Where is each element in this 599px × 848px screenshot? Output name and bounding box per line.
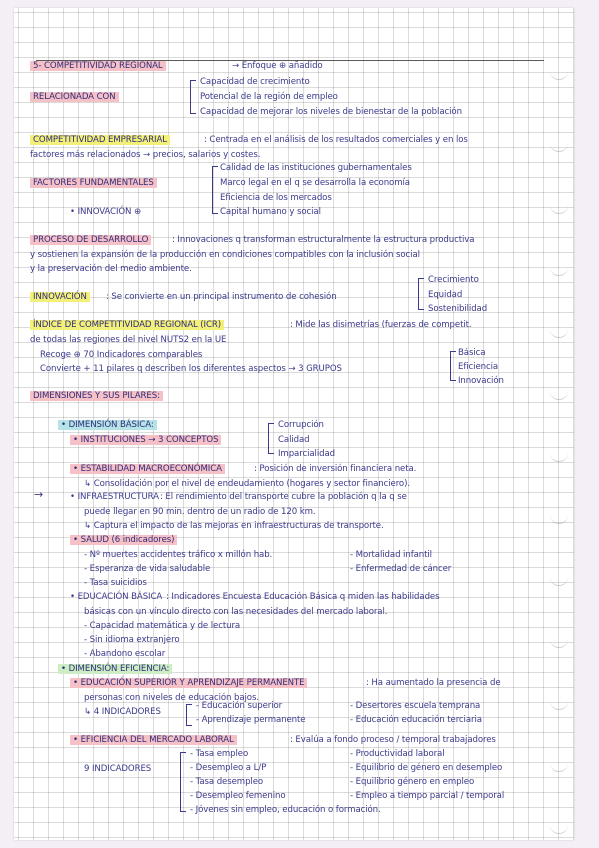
note-text: - Capacidad matemática y de lectura — [84, 621, 241, 631]
note-line-l04 — [200, 77, 310, 88]
note-line-l56 — [84, 635, 180, 646]
brace-b4 — [450, 351, 451, 381]
note-line-l50 — [350, 564, 451, 575]
note-text: Recoge ⊕ 70 Indicadores comparables — [40, 350, 203, 360]
note-line-l14 — [220, 207, 321, 218]
note-text: Imparcialidad — [278, 449, 336, 459]
note-text: • ESTABILIDAD MACROECONÓMICA — [70, 464, 225, 474]
note-line-l58 — [58, 664, 172, 675]
note-text: - Tasa suicidios — [84, 578, 147, 588]
note-line-l57 — [84, 649, 165, 660]
note-text: Capacidad de crecimiento — [200, 77, 310, 87]
binder-holes — [538, 68, 568, 828]
note-text: Equidad — [428, 290, 463, 300]
note-line-l20 — [30, 292, 90, 303]
note-text: ↳ Captura el impacto de las mejoras en infraestructuras de transporte. — [84, 521, 384, 531]
note-text: Marco legal en el q se desarrolla la economía — [220, 178, 410, 188]
note-line-l74 — [190, 805, 381, 816]
note-text: Convierte + 11 pilares q describen los diferentes aspectos → 3 GRUPOS — [40, 364, 342, 374]
note-text: • DIMENSIÓN EFICIENCIA: — [58, 664, 172, 674]
note-text: : Ha aumentado la presencia de — [366, 678, 501, 688]
note-line-l53 — [166, 592, 440, 603]
note-line-l05 — [200, 92, 338, 103]
note-line-l77 — [350, 777, 474, 788]
note-text: ↳ 4 INDICADORES — [84, 707, 161, 717]
note-text: puede llegar en 90 min. dentro de un radio de 120 km. — [84, 507, 316, 517]
note-text: • EDUCACIÓN SUPERIOR Y APRENDIZAJE PERMANENTE — [70, 678, 307, 688]
note-text: COMPETITIVIDAD EMPRESARIAL — [30, 135, 170, 145]
note-text: - Equilibrio de género en desempleo — [350, 763, 503, 773]
note-text: - Desertores escuela temprana — [350, 701, 481, 711]
note-line-l28 — [40, 350, 202, 361]
margin-arrow-icon: → — [34, 488, 44, 501]
note-line-l73 — [190, 791, 286, 802]
note-text: 9 INDICADORES — [84, 764, 152, 774]
note-line-l30 — [458, 348, 485, 359]
note-text: • EFICIENCIA DEL MERCADO LABORAL — [70, 735, 237, 745]
note-line-l12 — [220, 178, 410, 189]
note-line-l35 — [70, 435, 221, 446]
note-text: - Equilibrio género en empleo — [350, 777, 475, 787]
note-line-l15 — [70, 207, 141, 218]
note-line-l32 — [458, 376, 504, 387]
note-text: • SALUD (6 indicadores) — [70, 535, 177, 545]
note-text: • DIMENSIÓN BÁSICA: — [58, 420, 157, 430]
note-text: personas con niveles de educación bajos. — [84, 693, 259, 703]
note-text: Calidad — [278, 435, 310, 445]
note-line-l69 — [84, 764, 151, 775]
note-text: DIMENSIONES Y SUS PILARES: — [30, 391, 163, 401]
note-line-l22 — [428, 275, 479, 286]
note-text: Calidad de las instituciones gubernamentales — [220, 163, 412, 173]
note-line-l38 — [278, 449, 335, 460]
note-line-l68 — [290, 735, 496, 746]
note-text: : Posición de inversión financiera neta. — [254, 464, 417, 474]
note-text: - Desempleo femenino — [190, 791, 286, 801]
note-line-l71 — [190, 763, 266, 774]
note-line-l76 — [350, 763, 502, 774]
note-line-l23 — [428, 290, 462, 301]
note-text: y sostienen la expansión de la producción en condiciones compatibles con la inclusión social — [30, 250, 420, 260]
note-line-l18 — [30, 250, 420, 261]
note-text: INNOVACIÓN — [30, 292, 90, 302]
note-line-l70 — [190, 749, 248, 760]
note-text: Básica — [458, 348, 486, 358]
note-line-l33 — [30, 391, 163, 402]
note-text: Innovación — [458, 376, 504, 386]
note-line-l17 — [172, 235, 474, 246]
note-line-l36 — [278, 420, 324, 431]
note-text: - Educación superior — [196, 701, 283, 711]
note-line-l27 — [30, 335, 226, 346]
note-line-l51 — [84, 578, 147, 589]
note-text: - Abandono escolar — [84, 649, 166, 659]
note-line-l62 — [84, 707, 161, 718]
note-text: • INFRAESTRUCTURA — [70, 492, 159, 502]
note-line-l02 — [232, 61, 323, 72]
note-text: : Mide las disimetrías (fuerzas de competit. — [290, 320, 472, 330]
note-text: - Sin idioma extranjero — [84, 635, 180, 645]
notebook-sheet — [14, 8, 574, 840]
note-line-l59 — [70, 678, 307, 689]
note-text: Capital humano y social — [220, 207, 321, 217]
note-line-l41 — [84, 479, 410, 490]
note-text: - Educación educación terciaria — [350, 715, 482, 725]
brace-b1 — [190, 80, 191, 114]
note-line-l08 — [204, 135, 468, 146]
note-line-l16 — [30, 235, 151, 246]
note-line-l65 — [350, 701, 480, 712]
note-text: - Esperanza de vida saludable — [84, 564, 211, 574]
note-line-l11 — [220, 163, 412, 174]
note-line-l37 — [278, 435, 310, 446]
note-text: - Mortalidad infantil — [350, 550, 432, 560]
brace-b3 — [418, 278, 419, 310]
note-line-l34 — [58, 420, 157, 431]
note-text: - Productividad laboral — [350, 749, 445, 759]
note-text: - Desempleo a L/P — [190, 763, 267, 773]
note-line-l63 — [196, 701, 282, 712]
note-line-l72 — [190, 777, 263, 788]
note-text: PROCESO DE DESARROLLO — [30, 235, 151, 245]
note-line-l13 — [220, 193, 332, 204]
note-line-l67 — [70, 735, 237, 746]
note-line-l09 — [30, 150, 260, 161]
note-text: : Se convierte en un principal instrumento de cohesión — [106, 292, 337, 302]
brace-b6 — [186, 704, 187, 726]
note-line-l47 — [84, 550, 272, 561]
note-line-l60 — [366, 678, 501, 689]
note-line-l25 — [30, 320, 224, 331]
note-text: y la preservación del medio ambiente. — [30, 264, 192, 274]
note-text: 5- COMPETITIVIDAD REGIONAL — [30, 61, 166, 71]
note-line-l64 — [196, 715, 305, 726]
note-line-l54 — [84, 607, 387, 618]
note-text: - Tasa desempleo — [190, 777, 264, 787]
note-line-l10 — [30, 178, 157, 189]
note-text: básicas con un vínculo directo con las necesidades del mercado laboral. — [84, 607, 388, 617]
note-text: → Enfoque ⊕ añadido — [232, 61, 323, 71]
note-line-l78 — [350, 791, 504, 802]
note-line-l43 — [160, 492, 407, 503]
note-line-l06 — [200, 107, 462, 118]
note-line-l31 — [458, 362, 498, 373]
note-text: Potencial de la región de empleo — [200, 92, 338, 102]
note-line-l19 — [30, 264, 192, 275]
note-text: FACTORES FUNDAMENTALES — [30, 178, 157, 188]
note-text: Capacidad de mejorar los niveles de bienestar de la población — [200, 107, 462, 117]
note-text: Eficiencia de los mercados — [220, 193, 332, 203]
brace-b2 — [212, 166, 213, 214]
note-line-l03 — [30, 92, 119, 103]
note-line-l44 — [84, 507, 316, 518]
note-line-l52 — [70, 592, 162, 603]
note-line-l46 — [70, 535, 177, 546]
note-text: : El rendimiento del transporte cubre la población q la q se — [160, 492, 407, 502]
note-line-l07 — [30, 135, 170, 146]
note-line-l29 — [40, 364, 342, 375]
note-line-l42 — [70, 492, 159, 503]
note-text: - Tasa empleo — [190, 749, 249, 759]
note-text: : Evalúa a fondo proceso / temporal trabajadores — [290, 735, 496, 745]
note-text: Crecimiento — [428, 275, 479, 285]
note-text: ÍNDICE DE COMPETITIVIDAD REGIONAL (ICR) — [30, 320, 224, 330]
note-text: RELACIONADA CON — [30, 92, 119, 102]
note-line-l48 — [350, 550, 432, 561]
note-text: - Enfermedad de cáncer — [350, 564, 452, 574]
note-text: de todas las regiones del nivel NUTS2 en la UE — [30, 335, 227, 345]
note-text: - Jóvenes sin empleo, educación o formación. — [190, 805, 381, 815]
note-line-l55 — [84, 621, 240, 632]
note-text: ↳ Consolidación por el nivel de endeudamiento (hogares y sector financiero). — [84, 479, 410, 489]
note-line-l24 — [428, 304, 487, 315]
note-text: : Indicadores Encuesta Educación Básica q miden las habilidades — [166, 592, 440, 602]
note-line-l45 — [84, 521, 384, 532]
note-text: factores más relacionados → precios, salarios y costes. — [30, 150, 261, 160]
note-text: • INSTITUCIONES → 3 CONCEPTOS — [70, 435, 221, 445]
note-text: : Innovaciones q transforman estructuralmente la estructura productiva — [172, 235, 475, 245]
note-text: • EDUCACIÓN BÁSICA — [70, 592, 163, 602]
note-line-l01 — [30, 61, 166, 72]
note-line-l40 — [254, 464, 416, 475]
brace-b5 — [268, 423, 269, 454]
note-line-l39 — [70, 464, 225, 475]
note-text: • INNOVACIÓN ⊕ — [70, 207, 142, 217]
note-line-l21 — [106, 292, 337, 303]
note-text: Corrupción — [278, 420, 324, 430]
note-text: Eficiencia — [458, 362, 499, 372]
note-text: - Nº muertes accidentes tráfico x millón hab. — [84, 550, 273, 560]
brace-b7 — [180, 752, 181, 812]
note-text: - Aprendizaje permanente — [196, 715, 306, 725]
note-text: : Centrada en el análisis de los resultados comerciales y en los — [204, 135, 468, 145]
note-line-l75 — [350, 749, 445, 760]
note-line-l26 — [290, 320, 472, 331]
note-line-l66 — [350, 715, 482, 726]
note-line-l49 — [84, 564, 210, 575]
note-text: - Empleo a tiempo parcial / temporal — [350, 791, 505, 801]
note-text: Sostenibilidad — [428, 304, 488, 314]
